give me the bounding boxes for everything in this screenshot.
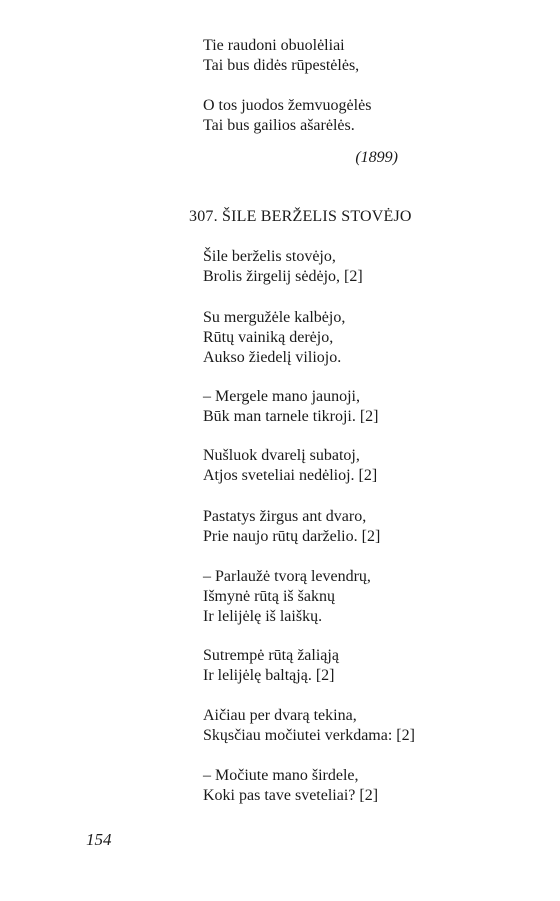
- verse-line: Koki pas tave sveteliai? [2]: [203, 787, 379, 804]
- verse-line: O tos juodos žemvuogėlės: [203, 97, 372, 114]
- verse-line: Tai bus didės rūpestėlės,: [203, 57, 360, 74]
- verse-line: Šile berželis stovėjo,: [203, 248, 336, 265]
- poem-stanza-5: [203, 507, 380, 547]
- verse-line: Aukso žiedelį viliojo.: [203, 349, 342, 366]
- verse-line: Aičiau per dvarą tekina,: [203, 707, 357, 724]
- verse-line: – Parlaužė tvorą levendrų,: [203, 568, 371, 585]
- verse-line: Tie raudoni obuolėliai: [203, 37, 345, 54]
- poem-stanza-7: [203, 646, 339, 686]
- verse-line: Rūtų vainiką derėjo,: [203, 329, 334, 346]
- verse-line: Sutrempė rūtą žaliąją: [203, 647, 339, 664]
- verse-line: Tai bus gailios ašarėlės.: [203, 117, 355, 134]
- page-number: 154: [86, 830, 112, 849]
- poem-stanza-8: [203, 706, 415, 746]
- verse-line: Pastatys žirgus ant dvaro,: [203, 508, 367, 525]
- verse-line: Išmynė rūtą iš šaknų: [203, 588, 335, 605]
- verse-line: Nušluok dvarelį subatoj,: [203, 447, 360, 464]
- verse-line: Ir lelijėlę baltąją. [2]: [203, 667, 335, 684]
- verse-line: Būk man tarnele tikroji. [2]: [203, 408, 379, 425]
- poem-title: 307. ŠILE BERŽELIS STOVĖJO: [189, 208, 412, 225]
- verse-line: Atjos sveteliai nedėlioj. [2]: [203, 467, 378, 484]
- verse-line: Skųsčiau močiutei verkdama: [2]: [203, 727, 415, 744]
- previous-poem-stanza-1: [203, 36, 359, 76]
- poem-date: (1899): [355, 149, 398, 166]
- verse-line: Su mergužėle kalbėjo,: [203, 309, 346, 326]
- verse-line: Prie naujo rūtų darželio. [2]: [203, 528, 381, 545]
- poem-stanza-9: [203, 766, 378, 806]
- poem-stanza-4: [203, 446, 377, 486]
- verse-line: – Močiute mano širdele,: [203, 767, 359, 784]
- verse-line: Ir lelijėlę iš laiškų.: [203, 608, 323, 625]
- verse-line: Brolis žirgelij sėdėjo, [2]: [203, 268, 363, 285]
- previous-poem-stanza-2: [203, 96, 371, 136]
- poem-stanza-6: [203, 567, 371, 627]
- poem-stanza-3: [203, 387, 379, 427]
- verse-line: – Mergele mano jaunoji,: [203, 388, 360, 405]
- poem-stanza-1: [203, 247, 363, 287]
- poem-stanza-2: [203, 308, 345, 368]
